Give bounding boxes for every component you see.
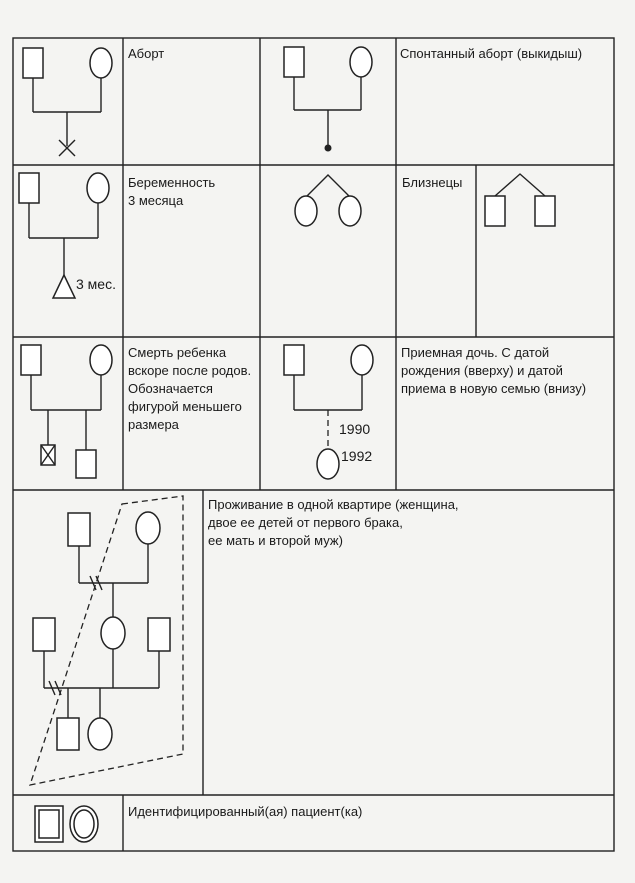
pregnancy-triangle: [53, 275, 75, 298]
male-square: [68, 513, 90, 546]
miscarriage-label: Спонтанный аборт (выкидыш): [400, 46, 583, 61]
male-square: [284, 345, 304, 375]
male-square: [535, 196, 555, 226]
adoption-year: 1992: [341, 448, 373, 464]
male-square: [21, 345, 41, 375]
dot-mark: [325, 145, 332, 152]
female-circle: [339, 196, 361, 226]
male-square: [19, 173, 39, 203]
identified-patient-symbol: [35, 806, 98, 842]
twins-circles-symbol: [295, 175, 361, 226]
male-square: [33, 618, 55, 651]
pregnancy-duration-text: 3 мес.: [76, 276, 116, 292]
male-square: [148, 618, 170, 651]
patient-square-inner: [39, 810, 59, 838]
female-circle: [90, 345, 112, 375]
patient-circle-inner: [74, 810, 94, 838]
identified-patient-label: Идентифицированный(ая) пациент(ка): [128, 804, 363, 819]
abortion-symbol: [23, 48, 112, 156]
male-square: [76, 450, 96, 478]
female-circle: [101, 617, 125, 649]
female-circle: [295, 196, 317, 226]
child-death-symbol: [21, 345, 112, 478]
household-label: Проживание в одной квартире (женщина, двое ее детей от первого брака, ее мать и второй муж): [208, 497, 459, 548]
female-circle: [87, 173, 109, 203]
female-circle: [136, 512, 160, 544]
twins-label: Близнецы: [402, 175, 463, 190]
child-death-label: Смерть ребенка вскоре после родов. Обозначается фигурой меньшего размера: [128, 345, 252, 432]
female-circle: [88, 718, 112, 750]
household-symbol: [30, 496, 183, 785]
female-circle: [351, 345, 373, 375]
female-circle: [350, 47, 372, 77]
miscarriage-symbol: [284, 47, 372, 152]
male-square: [57, 718, 79, 750]
twins-squares-symbol: [485, 174, 555, 226]
pregnancy-label: Беременность 3 месяца: [128, 175, 216, 208]
male-square: [485, 196, 505, 226]
adopted-daughter-label: Приемная дочь. С датой рождения (вверху) и датой приема в новую семью (внизу): [401, 345, 587, 396]
female-circle: [317, 449, 339, 479]
abortion-label: Аборт: [128, 46, 165, 61]
female-circle: [90, 48, 112, 78]
birth-year: 1990: [339, 421, 371, 437]
male-square: [284, 47, 304, 77]
male-square: [23, 48, 43, 78]
